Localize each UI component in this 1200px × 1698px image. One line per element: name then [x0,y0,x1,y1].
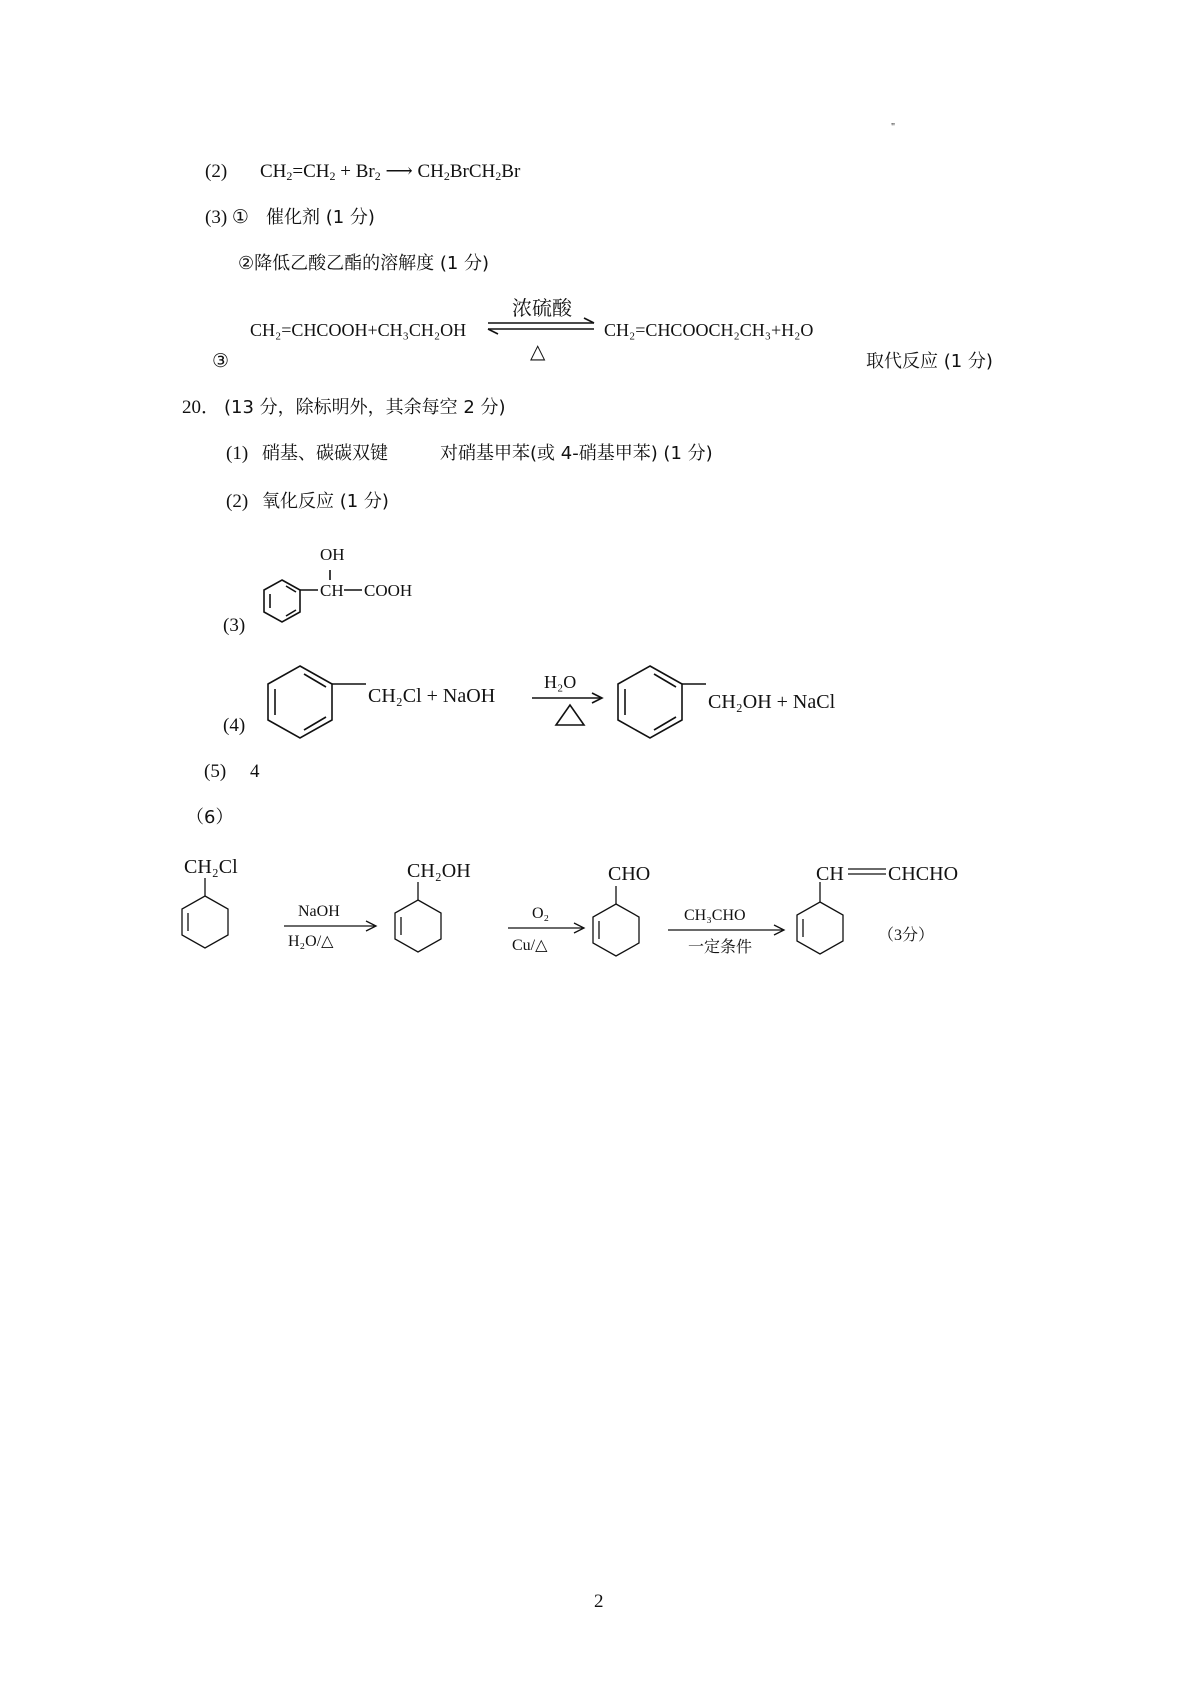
s1-label: CH₂Cl [184,856,238,878]
s4-ch-label: CH [816,863,844,885]
equilibrium-arrow [488,318,594,334]
benzene-ring-s1 [182,878,228,948]
q4-products: CH₂OH + NaCl [708,691,836,713]
esterification-reactants: CH₂=CHCOOH+CH₃CH₂OH [250,320,467,340]
q3-ch-label: CH [320,581,344,600]
esterification-products: CH₂=CHCOOCH₂CH₃+H₂O [604,320,814,340]
q20-5-number: (5) [204,761,227,782]
q20-3-number: (3) [223,615,246,636]
r3-bottom-label: 一定条件 [688,939,753,956]
reaction-arrow-q4 [532,693,602,725]
reaction-arrow-1 [284,921,376,931]
q20-1-number: (1) [226,443,249,464]
q20-5-answer: 4 [250,761,260,782]
item-3-1-answer: 催化剂 (1 分) [266,207,375,228]
q4-water-label: H₂O [544,672,577,692]
item-3-3-number: ③ [212,351,230,372]
s2-label: CH₂OH [407,860,471,882]
r3-top-label: CH₃CHO [684,907,746,924]
q20-2-answer: 氧化反应 (1 分) [262,491,389,512]
s4-rest-label: CHCHO [888,863,959,885]
reaction-type: 取代反应 (1 分) [866,351,993,372]
tiny-mark: " [891,122,896,133]
q20-1-answer-a: 硝基、碳碳双键 [262,443,388,464]
q6-score: （3分） [878,927,935,944]
page-number: 2 [594,1591,604,1612]
q20-number: 20． [182,397,221,418]
r1-bottom-label: H₂O/△ [288,933,334,950]
catalyst-label: 浓硫酸 [512,296,572,320]
q20-1-answer-b: 对硝基甲苯(或 4-硝基甲苯) (1 分) [440,443,713,464]
item-2-number: (2) [205,161,228,182]
r2-bottom-label: Cu/△ [512,937,548,954]
q3-oh-label: OH [320,545,345,564]
benzene-ring-s2 [395,882,441,952]
q3-cooh-label: COOH [364,581,413,600]
s3-label: CHO [608,863,651,885]
heat-symbol: △ [530,341,546,363]
benzene-ring-s3 [593,886,639,956]
benzene-ring-q4-left [268,666,366,738]
benzene-ring-q3 [264,570,362,622]
r1-top-label: NaOH [298,903,340,920]
q20-4-number: (4) [223,715,246,736]
q20-6-number: （6） [186,807,234,828]
r2-top-label: O₂ [532,905,550,922]
q4-reactants: CH₂Cl + NaOH [368,685,496,707]
reaction-arrow-3 [668,925,784,935]
q20-2-number: (2) [226,491,249,512]
item-2-equation: $CH_2=CH_2 + Br_2$ ⟶ $CH_2BrCH_2Br$ [260,161,521,183]
item-3-2-answer: ②降低乙酸乙酯的溶解度 (1 分) [238,253,490,274]
item-3-number: (3) ① [205,207,249,228]
benzene-ring-q4-right [618,666,706,738]
reaction-arrow-2 [508,923,584,933]
q20-header: (13 分，除标明外，其余每空 2 分) [224,397,506,418]
